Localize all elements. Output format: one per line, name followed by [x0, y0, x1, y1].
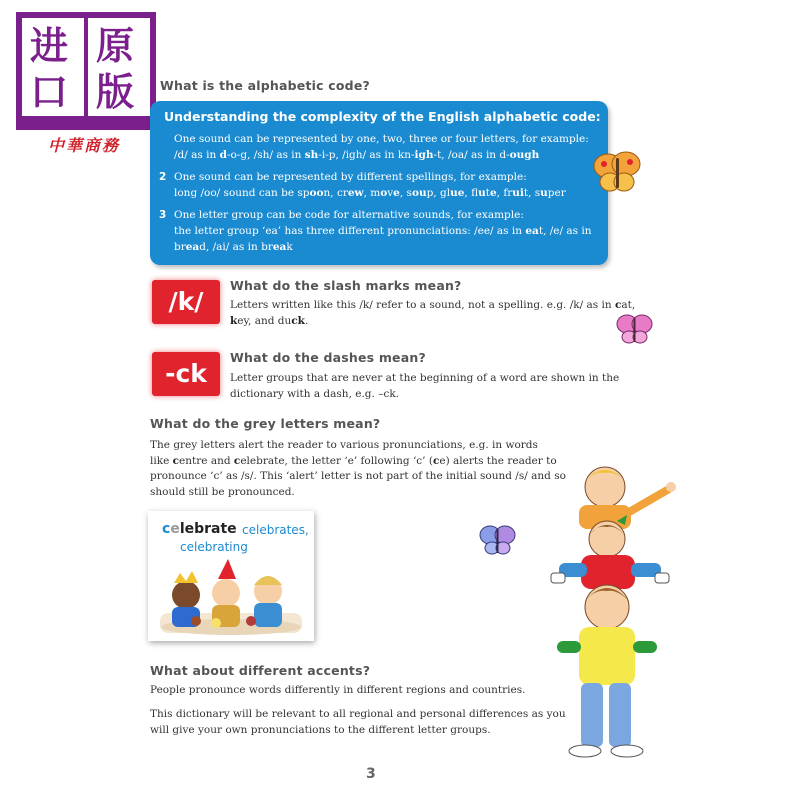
stacked-children-illustration	[545, 455, 680, 765]
point-number: 2	[159, 171, 167, 183]
publisher-badge	[16, 12, 156, 130]
badge-char: 原	[96, 23, 135, 68]
page-number: 3	[366, 766, 376, 782]
slash-heading: What do the slash marks mean?	[230, 278, 462, 293]
point-2-line-1: One sound can be represented by different spellings, for example:	[174, 171, 527, 183]
blue-butterfly-illustration	[478, 523, 518, 559]
celebrate-forms-2: celebrating	[180, 540, 248, 554]
grey-line-3: pronounce ‘c’ as /s/. This ‘alert’ letter is not part of the initial sound /s/ and so	[150, 470, 566, 482]
celebrate-word: celebrate	[162, 521, 237, 537]
party-children-illustration	[156, 557, 306, 637]
grey-heading: What do the grey letters mean?	[150, 416, 381, 431]
point-2-line-2: long /oo/ sound can be spoon, crew, move, soup, glue, flute, fruit, super	[174, 187, 566, 199]
dash-text	[230, 371, 619, 402]
dash-tag: -ck	[152, 352, 220, 396]
celebrate-card	[148, 511, 314, 641]
dash-line-1: Letter groups that are never at the beginning of a word are shown in the	[230, 372, 620, 384]
point-3-line-1: One letter group can be code for alternative sounds, for example:	[174, 209, 524, 221]
point-number: 3	[159, 209, 167, 221]
badge-char: 进	[30, 23, 69, 68]
slash-text: Letters written like this /k/ refer to a sound, not a spelling. e.g. /k/ as in cat, key, and duck.	[230, 299, 636, 327]
alphabetic-code-box	[150, 101, 608, 265]
orange-butterfly-illustration	[590, 150, 646, 196]
badge-char: 口	[30, 69, 69, 114]
pink-butterfly-illustration	[615, 312, 655, 348]
accents-para-2	[150, 707, 566, 738]
accents-heading: What about different accents?	[150, 663, 371, 678]
grey-line-4: should still be pronounced.	[150, 485, 295, 498]
grey-line-1: The grey letters alert the reader to various pronunciations, e.g. in words	[150, 439, 538, 451]
badge-char: 版	[96, 69, 135, 114]
dash-line-2: dictionary with a dash, e.g. –ck.	[230, 387, 400, 400]
dash-heading: What do the dashes mean?	[230, 350, 426, 365]
accents-para-2-line-2: will give your own pronunciations to the different letter groups.	[150, 723, 491, 736]
grey-text: The grey letters alert the reader to various pronunciations, e.g. in words like centre and celebrate, the letter ‘e’ following ‘c’ (ce) alerts the reader to pronounce ‘c’ as /s/. This ‘alert’ letter is not part of the initial sound /s/ and so should still be pronounced.	[150, 439, 566, 498]
point-1-line-1: One sound can be represented by one, two, three or four letters, for example:	[174, 133, 589, 145]
celebrate-forms-1: celebrates,	[242, 523, 309, 537]
point-1-line-2: /d/ as in d-o-g, /sh/ as in sh-i-p, /igh/ as in kn-igh-t, /oa/ as in d-ough	[174, 149, 540, 161]
point-3-line-2: the letter group ‘ea’ has three different pronunciations: /ee/ as in eat, /e/ as in	[174, 225, 592, 237]
intro-heading: What is the alphabetic code?	[160, 78, 370, 93]
point-3-line-3: bread, /ai/ as in break	[174, 241, 293, 253]
box-title: Understanding the complexity of the English alphabetic code:	[164, 109, 601, 124]
slash-tag: /k/	[152, 280, 220, 324]
accents-para-1: People pronounce words differently in different regions and countries.	[150, 684, 526, 696]
badge-subtitle: 中華商務	[48, 136, 121, 155]
accents-para-2-line-1: This dictionary will be relevant to all regional and personal differences as you	[150, 708, 566, 720]
